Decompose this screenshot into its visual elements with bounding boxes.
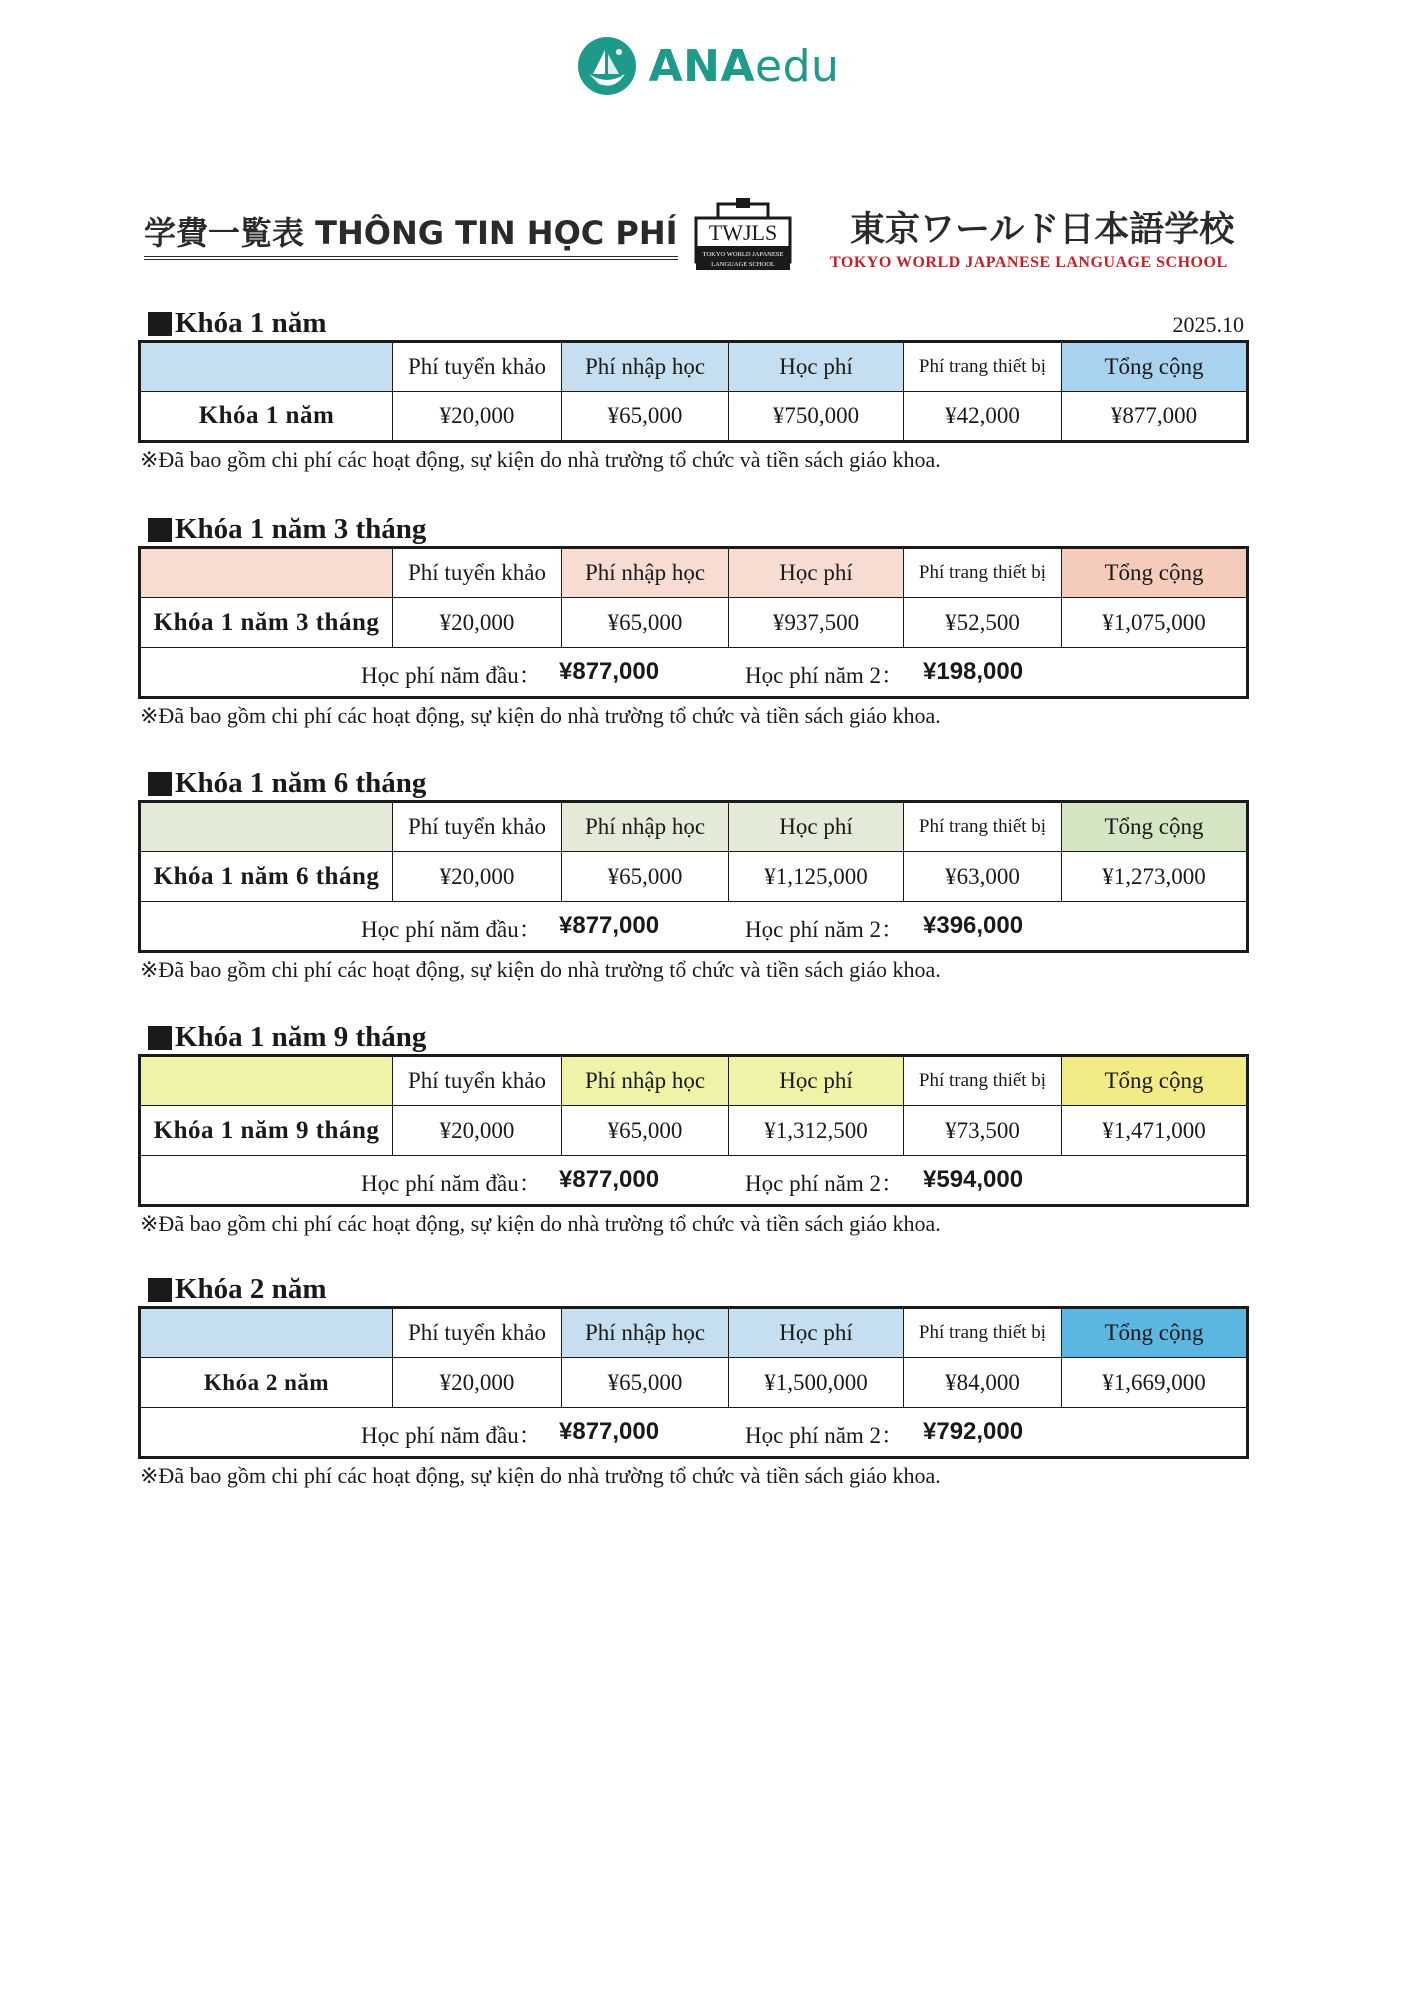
column-header-total: Tổng cộng bbox=[1062, 802, 1248, 852]
total-cell: ¥1,669,000 bbox=[1062, 1358, 1248, 1408]
svg-text:TOKYO WORLD JAPANESE: TOKYO WORLD JAPANESE bbox=[702, 251, 784, 258]
column-header: Phí trang thiết bị bbox=[904, 802, 1062, 852]
column-header: Học phí bbox=[729, 548, 904, 598]
column-header-total: Tổng cộng bbox=[1062, 548, 1248, 598]
anaedu-logo-icon bbox=[575, 34, 639, 98]
section-title: Khóa 1 năm 3 tháng bbox=[148, 513, 426, 546]
exam-fee-cell: ¥20,000 bbox=[393, 1106, 562, 1156]
course-name-cell: Khóa 2 năm bbox=[140, 1358, 393, 1408]
section-course-1-year-3-months bbox=[138, 512, 1246, 729]
fee-table bbox=[138, 1054, 1249, 1207]
section-course-1-year bbox=[138, 306, 1246, 473]
admission-fee-cell: ¥65,000 bbox=[562, 1106, 729, 1156]
first-year-label: Học phí năm đầu： bbox=[361, 663, 542, 688]
column-header: Phí tuyển khảo bbox=[393, 342, 562, 392]
fee-note: ※Đã bao gồm chi phí các hoạt động, sự kiện do nhà trường tổ chức và tiền sách giáo khoa. bbox=[140, 1211, 941, 1236]
square-bullet-icon bbox=[148, 518, 172, 542]
course-name-cell: Khóa 1 năm 3 tháng bbox=[140, 598, 393, 648]
facility-fee-cell: ¥52,500 bbox=[904, 598, 1062, 648]
column-header: Phí nhập học bbox=[562, 802, 729, 852]
first-year-value: ¥877,000 bbox=[559, 658, 660, 685]
yearly-split-row bbox=[140, 1408, 1248, 1458]
second-year-label: Học phí năm 2： bbox=[745, 663, 905, 688]
admission-fee-cell: ¥65,000 bbox=[562, 852, 729, 902]
second-year-label: Học phí năm 2： bbox=[745, 917, 905, 942]
tuition-cell: ¥750,000 bbox=[729, 392, 904, 442]
column-header: Phí tuyển khảo bbox=[393, 548, 562, 598]
brand-name: ANAedu bbox=[648, 40, 840, 92]
table-header-row bbox=[140, 548, 1248, 598]
tuition-cell: ¥1,125,000 bbox=[729, 852, 904, 902]
total-cell: ¥877,000 bbox=[1062, 392, 1248, 442]
tuition-cell: ¥937,500 bbox=[729, 598, 904, 648]
tuition-cell: ¥1,500,000 bbox=[729, 1358, 904, 1408]
column-header: Phí tuyển khảo bbox=[393, 802, 562, 852]
document-header bbox=[140, 196, 1244, 274]
column-header: Phí nhập học bbox=[562, 342, 729, 392]
second-year-label: Học phí năm 2： bbox=[745, 1423, 905, 1448]
admission-fee-cell: ¥65,000 bbox=[562, 598, 729, 648]
column-header: Phí trang thiết bị bbox=[904, 1308, 1062, 1358]
yearly-split-cell bbox=[140, 902, 1248, 952]
column-header: Phí nhập học bbox=[562, 1308, 729, 1358]
yearly-split-row bbox=[140, 1156, 1248, 1206]
course-name-cell: Khóa 1 năm 9 tháng bbox=[140, 1106, 393, 1156]
table-header-row bbox=[140, 342, 1248, 392]
section-course-1-year-9-months bbox=[138, 1020, 1246, 1237]
first-year-value: ¥877,000 bbox=[559, 912, 660, 939]
exam-fee-cell: ¥20,000 bbox=[393, 852, 562, 902]
column-header: Phí trang thiết bị bbox=[904, 548, 1062, 598]
section-title: Khóa 1 năm bbox=[148, 307, 326, 340]
column-header: Học phí bbox=[729, 1056, 904, 1106]
yearly-split-row bbox=[140, 648, 1248, 698]
yearly-split-cell bbox=[140, 1156, 1248, 1206]
table-header-row bbox=[140, 1056, 1248, 1106]
column-header: Phí trang thiết bị bbox=[904, 1056, 1062, 1106]
section-course-2-years bbox=[138, 1272, 1246, 1489]
section-course-1-year-6-months bbox=[138, 766, 1246, 983]
header-blank-cell bbox=[140, 548, 393, 598]
header-blank-cell bbox=[140, 1308, 393, 1358]
facility-fee-cell: ¥42,000 bbox=[904, 392, 1062, 442]
square-bullet-icon bbox=[148, 312, 172, 336]
table-row bbox=[140, 1106, 1248, 1156]
second-year-value: ¥594,000 bbox=[923, 1166, 1024, 1193]
svg-text:TWJLS: TWJLS bbox=[708, 220, 778, 245]
document-date: 2025.10 bbox=[1172, 312, 1244, 337]
total-cell: ¥1,471,000 bbox=[1062, 1106, 1248, 1156]
facility-fee-cell: ¥73,500 bbox=[904, 1106, 1062, 1156]
fee-table bbox=[138, 1306, 1249, 1459]
section-title: Khóa 1 năm 9 tháng bbox=[148, 1021, 426, 1054]
brand-logo bbox=[0, 34, 1414, 98]
first-year-label: Học phí năm đầu： bbox=[361, 1171, 542, 1196]
column-header: Phí nhập học bbox=[562, 1056, 729, 1106]
tuition-cell: ¥1,312,500 bbox=[729, 1106, 904, 1156]
course-name-cell: Khóa 1 năm bbox=[140, 392, 393, 442]
fee-table bbox=[138, 546, 1249, 699]
admission-fee-cell: ¥65,000 bbox=[562, 1358, 729, 1408]
column-header: Học phí bbox=[729, 342, 904, 392]
fee-note: ※Đã bao gồm chi phí các hoạt động, sự kiện do nhà trường tổ chức và tiền sách giáo khoa. bbox=[140, 703, 941, 728]
exam-fee-cell: ¥20,000 bbox=[393, 392, 562, 442]
fee-note: ※Đã bao gồm chi phí các hoạt động, sự kiện do nhà trường tổ chức và tiền sách giáo khoa. bbox=[140, 1463, 941, 1488]
svg-text:LANGUAGE SCHOOL: LANGUAGE SCHOOL bbox=[711, 261, 775, 268]
column-header: Phí trang thiết bị bbox=[904, 342, 1062, 392]
course-name-cell: Khóa 1 năm 6 tháng bbox=[140, 852, 393, 902]
table-row bbox=[140, 598, 1248, 648]
section-title: Khóa 2 năm bbox=[148, 1273, 326, 1306]
column-header: Phí tuyển khảo bbox=[393, 1056, 562, 1106]
square-bullet-icon bbox=[148, 1026, 172, 1050]
column-header: Phí tuyển khảo bbox=[393, 1308, 562, 1358]
school-name-english: TOKYO WORLD JAPANESE LANGUAGE SCHOOL bbox=[830, 254, 1228, 271]
fee-table bbox=[138, 340, 1249, 443]
first-year-value: ¥877,000 bbox=[559, 1166, 660, 1193]
total-cell: ¥1,273,000 bbox=[1062, 852, 1248, 902]
fee-note: ※Đã bao gồm chi phí các hoạt động, sự kiện do nhà trường tổ chức và tiền sách giáo khoa. bbox=[140, 447, 941, 472]
table-row bbox=[140, 392, 1248, 442]
school-name-japanese: 東京ワールド日本語学校 bbox=[850, 210, 1235, 250]
exam-fee-cell: ¥20,000 bbox=[393, 1358, 562, 1408]
fee-table bbox=[138, 800, 1249, 953]
yearly-split-cell bbox=[140, 1408, 1248, 1458]
square-bullet-icon bbox=[148, 772, 172, 796]
column-header-total: Tổng cộng bbox=[1062, 1308, 1248, 1358]
admission-fee-cell: ¥65,000 bbox=[562, 392, 729, 442]
total-cell: ¥1,075,000 bbox=[1062, 598, 1248, 648]
second-year-value: ¥198,000 bbox=[923, 658, 1024, 685]
table-row bbox=[140, 1358, 1248, 1408]
first-year-label: Học phí năm đầu： bbox=[361, 1423, 542, 1448]
exam-fee-cell: ¥20,000 bbox=[393, 598, 562, 648]
yearly-split-row bbox=[140, 902, 1248, 952]
first-year-value: ¥877,000 bbox=[559, 1418, 660, 1445]
fee-note: ※Đã bao gồm chi phí các hoạt động, sự kiện do nhà trường tổ chức và tiền sách giáo khoa. bbox=[140, 957, 941, 982]
facility-fee-cell: ¥84,000 bbox=[904, 1358, 1062, 1408]
second-year-value: ¥792,000 bbox=[923, 1418, 1024, 1445]
second-year-value: ¥396,000 bbox=[923, 912, 1024, 939]
table-row bbox=[140, 852, 1248, 902]
yearly-split-cell bbox=[140, 648, 1248, 698]
facility-fee-cell: ¥63,000 bbox=[904, 852, 1062, 902]
page-title: 学費一覧表 THÔNG TIN HỌC PHÍ bbox=[144, 208, 678, 260]
column-header-total: Tổng cộng bbox=[1062, 1056, 1248, 1106]
first-year-label: Học phí năm đầu： bbox=[361, 917, 542, 942]
header-blank-cell bbox=[140, 1056, 393, 1106]
column-header: Học phí bbox=[729, 1308, 904, 1358]
square-bullet-icon bbox=[148, 1278, 172, 1302]
column-header: Học phí bbox=[729, 802, 904, 852]
table-header-row bbox=[140, 1308, 1248, 1358]
column-header: Phí nhập học bbox=[562, 548, 729, 598]
section-title: Khóa 1 năm 6 tháng bbox=[148, 767, 426, 800]
table-header-row bbox=[140, 802, 1248, 852]
header-blank-cell bbox=[140, 342, 393, 392]
second-year-label: Học phí năm 2： bbox=[745, 1171, 905, 1196]
header-blank-cell bbox=[140, 802, 393, 852]
school-emblem-icon bbox=[688, 196, 798, 272]
column-header-total: Tổng cộng bbox=[1062, 342, 1248, 392]
